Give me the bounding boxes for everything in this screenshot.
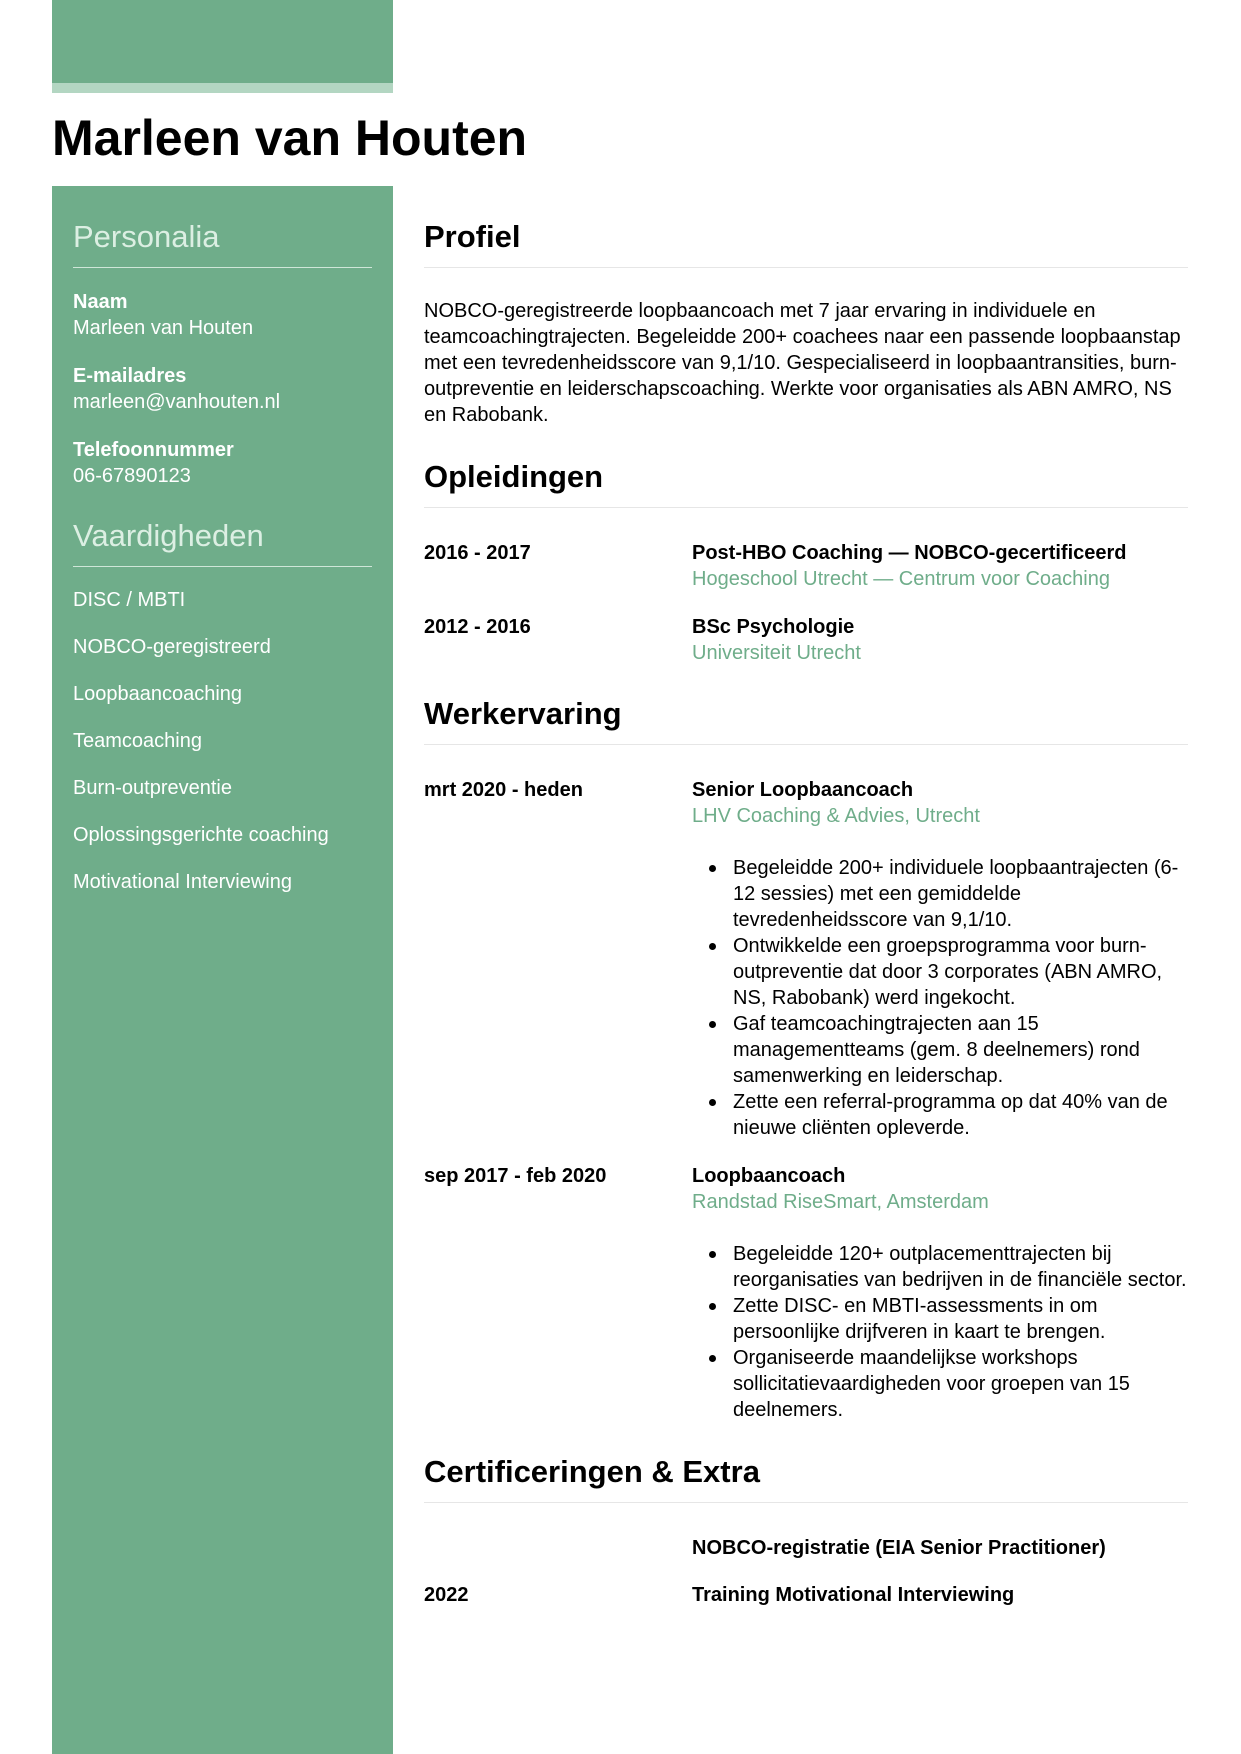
header-color-block: [52, 0, 393, 83]
achievement-item: Zette een referral-programma op dat 40% van de nieuwe cliënten opleverde.: [692, 1089, 1188, 1141]
skills-heading: Vaardigheden: [73, 516, 372, 567]
education-entry: [424, 614, 1188, 666]
skill-item: Oplossingsgerichte coaching: [73, 824, 329, 846]
personalia-heading: Personalia: [73, 217, 372, 268]
skill-item: DISC / MBTI: [73, 589, 186, 611]
field-name: [73, 289, 372, 341]
achievement-list: [692, 855, 1188, 1141]
skills-list: [73, 587, 372, 895]
achievement-item: Zette DISC- en MBTI-assessments in om persoonlijke drijfveren in kaart te brengen.: [692, 1293, 1188, 1345]
education-entry: [424, 540, 1188, 592]
header-accent-stripe: [52, 83, 393, 93]
field-label: E-mailadres: [73, 365, 187, 387]
field-value: Marleen van Houten: [73, 317, 254, 339]
field-label: Naam: [73, 291, 128, 313]
field-email: [73, 363, 372, 415]
entry-title: BSc Psychologie: [692, 616, 855, 638]
education-heading: Opleidingen: [424, 457, 1188, 508]
entry-body: [692, 777, 1188, 1141]
entry-title: Senior Loopbaancoach: [692, 779, 914, 801]
education-section: [424, 457, 1188, 666]
profile-heading: Profiel: [424, 217, 1188, 268]
entry-title: Training Motivational Interviewing: [692, 1584, 1015, 1606]
work-entry: [424, 777, 1188, 1141]
entry-org: LHV Coaching & Advies, Utrecht: [692, 805, 980, 827]
skill-item: Burn-outpreventie: [73, 777, 232, 799]
entry-org: Universiteit Utrecht: [692, 642, 861, 664]
achievement-item: Gaf teamcoachingtrajecten aan 15 managementteams (gem. 8 deelnemers) rond samenwerking en leiderschap.: [692, 1011, 1188, 1089]
entry-title: NOBCO-registratie (EIA Senior Practitioner): [692, 1537, 1106, 1559]
entry-title: Loopbaancoach: [692, 1165, 846, 1187]
entry-date: sep 2017 - feb 2020: [424, 1165, 607, 1187]
entry-date: 2012 - 2016: [424, 616, 531, 638]
achievement-item: Organiseerde maandelijkse workshops sollicitatievaardigheden voor groepen van 15 deelnemers.: [692, 1345, 1188, 1423]
certification-entry: [424, 1582, 1188, 1608]
certification-entry: [424, 1535, 1188, 1561]
work-section: [424, 694, 1188, 1423]
personalia-fields: [73, 289, 372, 489]
entry-body: [692, 1535, 1188, 1561]
work-entry: [424, 1163, 1188, 1423]
achievement-list: [692, 1241, 1188, 1423]
field-value: 06-67890123: [73, 465, 191, 487]
skill-item: Teamcoaching: [73, 730, 202, 752]
entry-date: 2016 - 2017: [424, 542, 531, 564]
certifications-heading: Certificeringen & Extra: [424, 1452, 1188, 1503]
achievement-item: Begeleidde 120+ outplacementtrajecten bij reorganisaties van bedrijven in de financiële sector.: [692, 1241, 1188, 1293]
profile-section: [424, 186, 1188, 428]
achievement-item: Begeleidde 200+ individuele loopbaantrajecten (6-12 sessies) met een gemiddelde tevredenheidsscore van 9,1/10.: [692, 855, 1188, 933]
entry-date: [424, 1535, 692, 1561]
skill-item: Motivational Interviewing: [73, 871, 292, 893]
field-label: Telefoonnummer: [73, 439, 234, 461]
entry-title: Post-HBO Coaching — NOBCO-gecertificeerd: [692, 542, 1127, 564]
main-content: [424, 186, 1188, 1608]
entry-date: 2022: [424, 1584, 469, 1606]
entry-body: [692, 1582, 1188, 1608]
entry-body: [692, 614, 1188, 666]
work-heading: Werkervaring: [424, 694, 1188, 745]
candidate-name: Marleen van Houten: [52, 110, 528, 166]
sidebar: [52, 186, 393, 1754]
field-value: marleen@vanhouten.nl: [73, 391, 281, 413]
field-phone: [73, 437, 372, 489]
profile-text: NOBCO-geregistreerde loopbaancoach met 7 jaar ervaring in individuele en teamcoachingtrajecten. Begeleidde 200+ coachees naar een passende loopbaanstap met een tevredenheidsscore van 9,1/10. Gespecialiseerd in loopbaantransities, burn-outpreventie en leiderschapscoaching. Werkte voor organisaties als ABN AMRO, NS en Rabobank.: [424, 300, 1181, 426]
entry-date: mrt 2020 - heden: [424, 779, 583, 801]
skill-item: Loopbaancoaching: [73, 683, 243, 705]
entry-body: [692, 540, 1188, 592]
achievement-item: Ontwikkelde een groepsprogramma voor burn-outpreventie dat door 3 corporates (ABN AMRO, NS, Rabobank) werd ingekocht.: [692, 933, 1188, 1011]
entry-org: Hogeschool Utrecht — Centrum voor Coaching: [692, 568, 1110, 590]
entry-org: Randstad RiseSmart, Amsterdam: [692, 1191, 989, 1213]
entry-body: [692, 1163, 1188, 1423]
skill-item: NOBCO-geregistreerd: [73, 636, 271, 658]
certifications-section: [424, 1452, 1188, 1608]
